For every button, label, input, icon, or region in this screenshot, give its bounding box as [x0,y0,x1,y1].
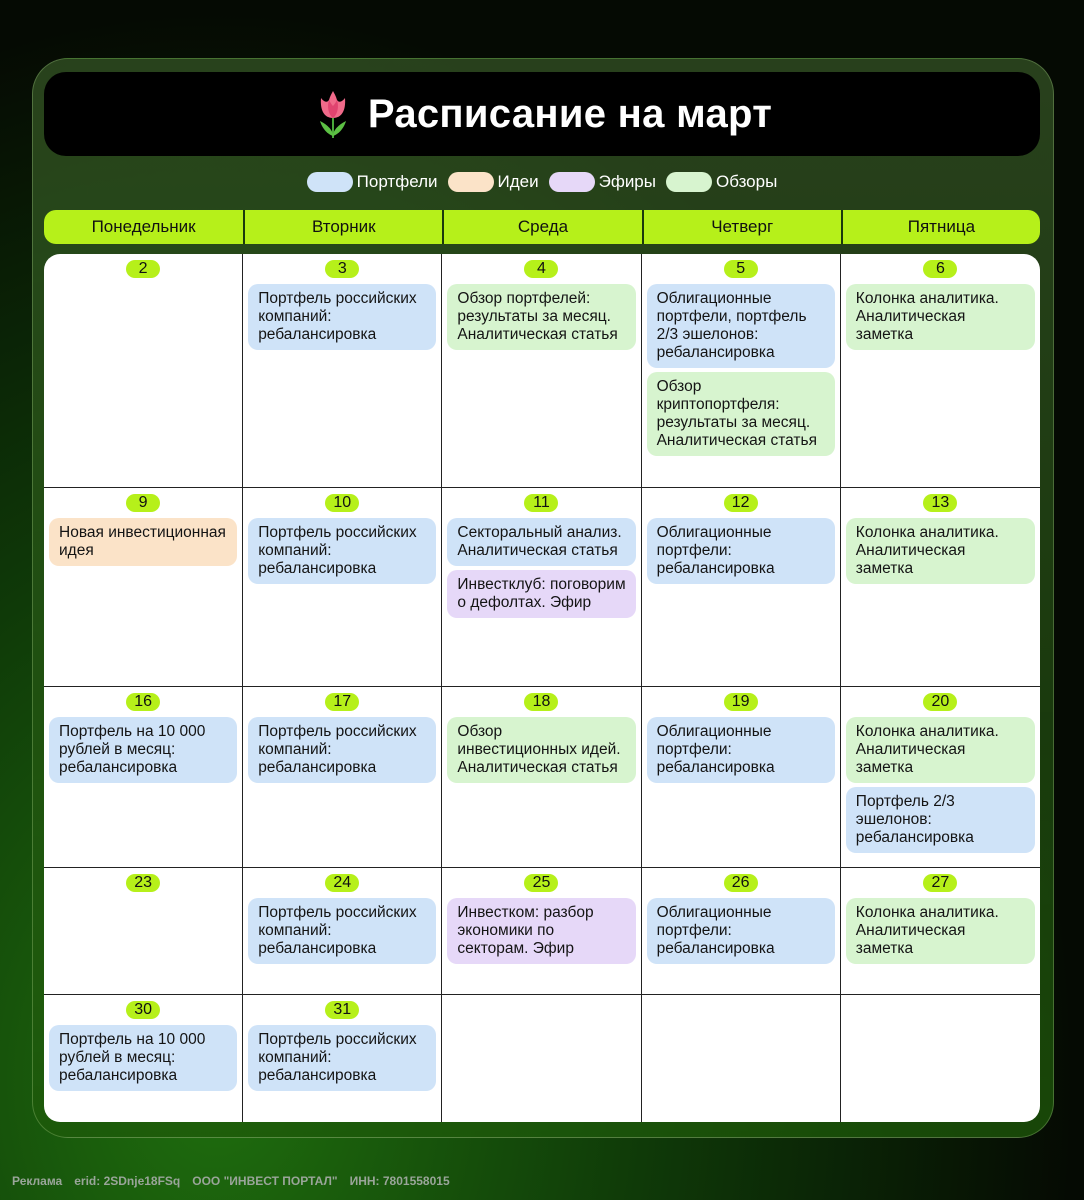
tulip-icon [312,88,354,140]
footer-erid: erid: 2SDnje18FSq [74,1174,181,1188]
calendar-day-cell [44,995,243,1122]
date-badge: 11 [524,494,558,512]
calendar-day-cell [642,995,841,1122]
calendar-day-cell [642,868,841,995]
legend-swatch [307,172,353,192]
calendar-day-cell [841,488,1040,687]
event-card-stream: Инвестком: разбор экономики по секторам. Эфир [447,898,635,964]
date-badge: 13 [923,494,957,512]
legend-item [448,172,539,192]
event-card-portfolio: Портфель российских компаний: ребалансировка [248,717,436,783]
event-card-portfolio: Портфель 2/3 эшелонов: ребалансировка [846,787,1035,853]
legend-swatch [666,172,712,192]
footer-company: ООО "ИНВЕСТ ПОРТАЛ" [192,1174,338,1188]
date-badge: 17 [325,693,359,711]
calendar-day-cell [642,687,841,868]
date-badge: 19 [724,693,758,711]
event-card-review: Колонка аналитика. Аналитическая заметка [846,518,1035,584]
event-card-portfolio: Облигационные портфели: ребалансировка [647,898,835,964]
event-card-idea: Новая инвестиционная идея [49,518,237,566]
weekday-label: Среда [442,210,641,244]
date-badge: 10 [325,494,359,512]
legend-label: Портфели [356,172,438,191]
legend [0,170,1084,194]
event-card-stream: Инвестклуб: поговорим о дефолтах. Эфир [447,570,635,618]
date-badge: 20 [923,693,957,711]
calendar-day-cell [442,868,641,995]
calendar-day-cell [243,995,442,1122]
event-card-portfolio: Портфель российских компаний: ребалансировка [248,1025,436,1091]
date-badge: 26 [724,874,758,892]
weekday-label: Пятница [841,210,1040,244]
calendar-day-cell [442,254,641,488]
calendar-day-cell [44,868,243,995]
date-badge: 24 [325,874,359,892]
calendar-day-cell [442,687,641,868]
calendar-day-cell [44,254,243,488]
event-card-portfolio: Портфель российских компаний: ребалансировка [248,518,436,584]
date-badge: 3 [325,260,359,278]
legend-swatch [448,172,494,192]
legend-item [549,172,656,192]
date-badge: 25 [524,874,558,892]
date-badge: 5 [724,260,758,278]
calendar-day-cell [44,488,243,687]
date-badge: 6 [923,260,957,278]
title-bar [44,72,1040,156]
date-badge: 12 [724,494,758,512]
page-title: Расписание на март [367,91,773,136]
calendar-day-cell [841,687,1040,868]
date-badge: 9 [126,494,160,512]
footer-inn: ИНН: 7801558015 [349,1174,450,1188]
calendar-day-cell [243,488,442,687]
event-card-review: Колонка аналитика. Аналитическая заметка [846,717,1035,783]
legend-item [666,172,777,192]
event-card-portfolio: Портфель российских компаний: ребалансировка [248,898,436,964]
calendar-day-cell [841,254,1040,488]
calendar-day-cell [841,995,1040,1122]
event-card-review: Обзор криптопортфеля: результаты за месяц. Аналитическая статья [647,372,835,456]
event-card-portfolio: Портфель на 10 000 рублей в месяц: ребалансировка [49,717,237,783]
weekday-header [44,210,1040,244]
footer [12,1174,450,1192]
date-badge: 16 [126,693,160,711]
legend-label: Эфиры [598,172,656,191]
footer-ad-label: Реклама [12,1174,63,1188]
calendar-day-cell [243,687,442,868]
date-badge: 31 [325,1001,359,1019]
calendar-day-cell [243,254,442,488]
calendar-day-cell [243,868,442,995]
weekday-label: Вторник [243,210,442,244]
date-badge: 18 [524,693,558,711]
weekday-label: Понедельник [91,217,196,236]
calendar-day-cell [442,995,641,1122]
event-card-portfolio: Облигационные портфели: ребалансировка [647,518,835,584]
event-card-review: Обзор инвестиционных идей. Аналитическая статья [447,717,635,783]
event-card-portfolio: Облигационные портфели: ребалансировка [647,717,835,783]
legend-swatch [549,172,595,192]
calendar-day-cell [442,488,641,687]
date-badge: 23 [126,874,160,892]
event-card-portfolio: Портфель на 10 000 рублей в месяц: ребалансировка [49,1025,237,1091]
legend-label: Идеи [497,172,539,191]
event-card-review: Колонка аналитика. Аналитическая заметка [846,284,1035,350]
legend-label: Обзоры [715,172,778,191]
calendar-day-cell [841,868,1040,995]
event-card-portfolio: Портфель российских компаний: ребалансировка [248,284,436,350]
event-card-portfolio: Облигационные портфели, портфель 2/3 эшелонов: ребалансировка [647,284,835,368]
calendar-day-cell [642,488,841,687]
date-badge: 27 [923,874,957,892]
date-badge: 4 [524,260,558,278]
calendar-grid [44,254,1040,1122]
weekday-label: Четверг [642,210,841,244]
legend-item [307,172,438,192]
calendar-day-cell [44,687,243,868]
calendar-day-cell [642,254,841,488]
date-badge: 30 [126,1001,160,1019]
event-card-portfolio: Секторальный анализ. Аналитическая статья [447,518,635,566]
event-card-review: Обзор портфелей: результаты за месяц. Аналитическая статья [447,284,635,350]
date-badge: 2 [126,260,160,278]
event-card-review: Колонка аналитика. Аналитическая заметка [846,898,1035,964]
